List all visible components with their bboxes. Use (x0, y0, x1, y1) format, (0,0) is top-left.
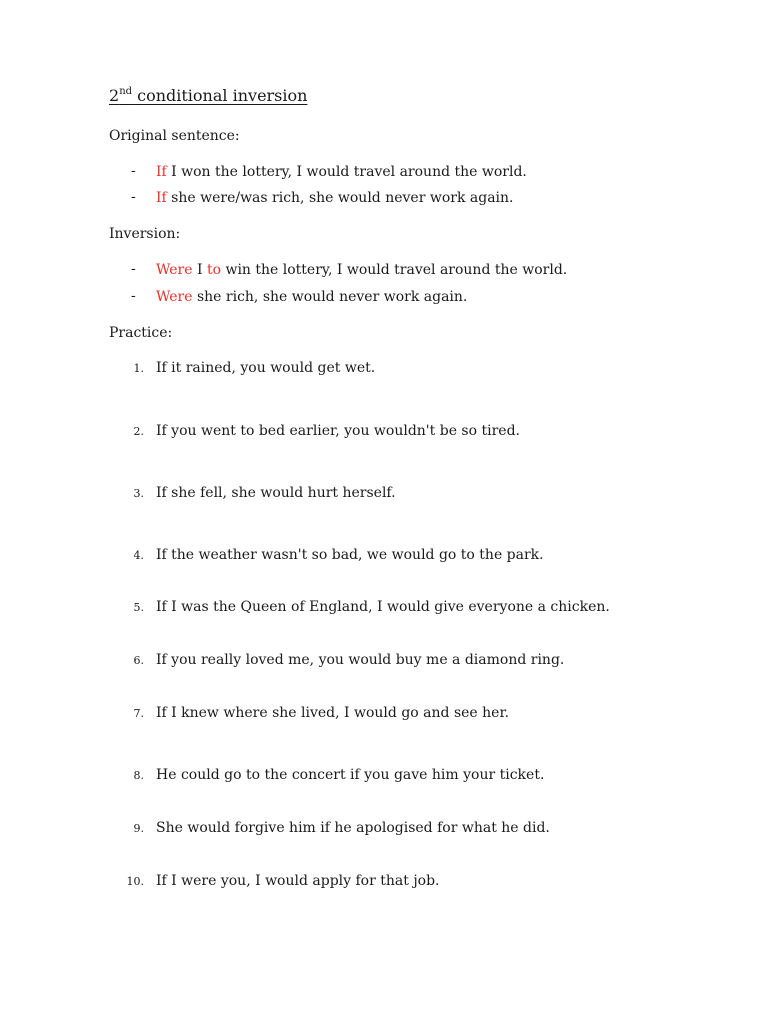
practice-item: If you went to bed earlier, you wouldn't be so tired. (156, 423, 520, 439)
title-prefix: 2 (109, 86, 120, 105)
inversion-bullet-1 (156, 263, 567, 277)
practice-number: 1. (133, 362, 144, 375)
inversion-bullet-1-text: win the lottery, I would travel around the world. (221, 262, 568, 278)
original-bullet-2-highlight: If (156, 190, 167, 206)
original-heading: Original sentence: (109, 128, 240, 144)
page-title (109, 88, 307, 104)
inversion-bullet-2-highlight: Were (156, 289, 193, 305)
practice-number: 2. (133, 425, 144, 438)
inversion-bullet-1-highlight: Were (156, 262, 193, 278)
practice-item: If the weather wasn't so bad, we would go to the park. (156, 547, 544, 563)
inversion-bullet-2-text: she rich, she would never work again. (192, 289, 468, 305)
title-superscript: nd (119, 86, 133, 97)
practice-number: 5. (133, 601, 144, 614)
inversion-bullet-1-marker: - (131, 261, 136, 277)
practice-item: If you really loved me, you would buy me a diamond ring. (156, 652, 565, 668)
practice-item: If I was the Queen of England, I would give everyone a chicken. (156, 599, 610, 615)
inversion-bullet-2 (156, 290, 467, 304)
title-rest: conditional inversion (132, 86, 308, 105)
inversion-bullet-2-marker: - (131, 288, 136, 304)
practice-number: 9. (133, 822, 144, 835)
original-bullet-2 (156, 191, 514, 205)
practice-number: 10. (126, 875, 144, 888)
practice-number: 8. (133, 769, 144, 782)
practice-item: She would forgive him if he apologised for what he did. (156, 820, 550, 836)
practice-number: 4. (133, 549, 144, 562)
practice-number: 7. (133, 707, 144, 720)
practice-number: 6. (133, 654, 144, 667)
practice-heading: Practice: (109, 325, 173, 341)
inversion-bullet-1-middle: I (192, 262, 207, 278)
original-bullet-2-marker: - (131, 189, 136, 205)
original-bullet-1-highlight: If (156, 164, 167, 180)
original-bullet-1-marker: - (131, 163, 136, 179)
practice-item: If it rained, you would get wet. (156, 360, 376, 376)
practice-item: He could go to the concert if you gave him your ticket. (156, 767, 545, 783)
original-bullet-2-text: she were/was rich, she would never work again. (166, 190, 514, 206)
inversion-heading: Inversion: (109, 226, 181, 242)
original-bullet-1 (156, 165, 527, 179)
original-bullet-1-text: I won the lottery, I would travel around the world. (166, 164, 527, 180)
practice-item: If I were you, I would apply for that job. (156, 873, 440, 889)
inversion-bullet-1-highlight-2: to (206, 262, 222, 278)
practice-number: 3. (133, 487, 144, 500)
practice-item: If she fell, she would hurt herself. (156, 485, 396, 501)
practice-item: If I knew where she lived, I would go and see her. (156, 705, 510, 721)
